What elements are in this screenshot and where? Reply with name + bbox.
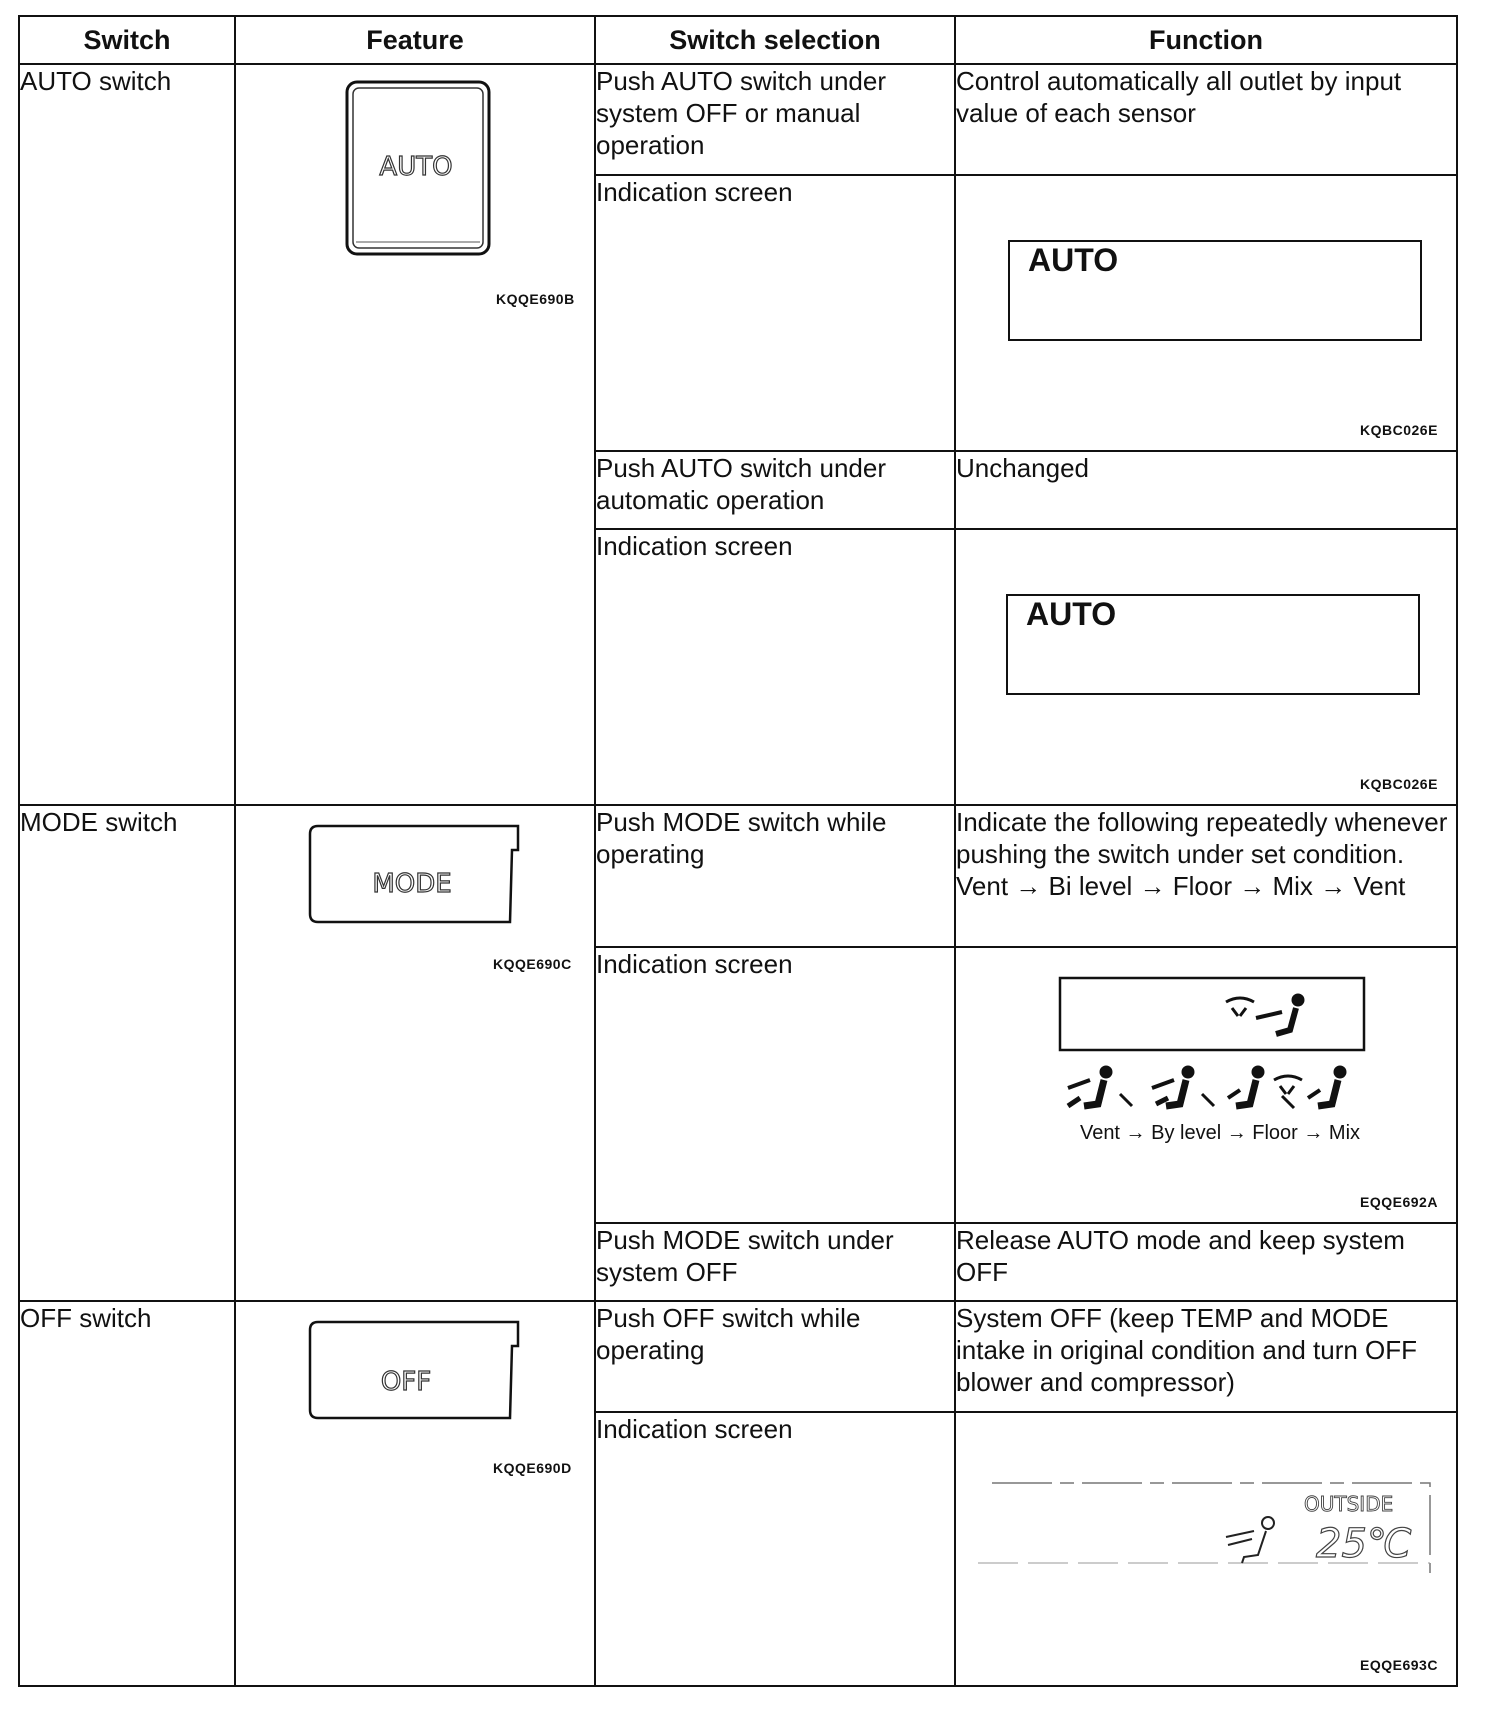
auto-row1-selection: Push AUTO switch under system OFF or manual operation — [595, 64, 955, 175]
off-figure-code: KQQE690D — [493, 1460, 572, 1476]
outside-label: OUTSIDE — [1304, 1492, 1394, 1516]
mix-mode-icon — [1308, 1066, 1346, 1106]
mode-row3-function: Release AUTO mode and keep system OFF — [955, 1223, 1457, 1301]
off-display-digits: 25℃ — [1316, 1521, 1412, 1567]
off-button-label: OFF — [380, 1367, 432, 1397]
table-row — [19, 64, 1457, 175]
arrow-icon — [1282, 1096, 1294, 1108]
table-row — [19, 805, 1457, 947]
header-switch: Switch — [19, 16, 235, 64]
auto-row1-function: Control automatically all outlet by input value of each sensor — [955, 64, 1457, 175]
switch-function-table — [18, 15, 1458, 1687]
auto-row4-selection: Indication screen — [595, 529, 955, 805]
bilevel-mode-icon — [1152, 1066, 1194, 1106]
defrost-icon — [1274, 1076, 1302, 1094]
auto-switch-name: AUTO switch — [19, 64, 235, 805]
mode-feature-cell — [235, 805, 595, 1301]
off-row1-selection: Push OFF switch while operating — [595, 1301, 955, 1412]
off-row1-function: System OFF (keep TEMP and MODE intake in original condition and turn OFF blower and compressor) — [955, 1301, 1457, 1412]
mode-indication-screen — [955, 947, 1457, 1223]
auto-display-text: AUTO — [1026, 596, 1117, 632]
auto-figure-code: KQQE690B — [496, 291, 575, 307]
auto-indication-screen-1 — [955, 175, 1457, 451]
mode-sequence-caption: Vent → By level → Floor → Mix — [1079, 1122, 1361, 1144]
header-selection: Switch selection — [595, 16, 955, 64]
mode-screen-code: EQQE692A — [1360, 1194, 1438, 1210]
mode-row1-selection: Push MODE switch while operating — [595, 805, 955, 947]
auto-button-label: AUTO — [379, 152, 453, 182]
auto-indication-screen-2 — [955, 529, 1457, 805]
table-row — [19, 1301, 1457, 1412]
auto-display — [1006, 594, 1420, 695]
vent-mode-icon — [1068, 1066, 1112, 1106]
auto-row3-function: Unchanged — [955, 451, 1457, 529]
header-function: Function — [955, 16, 1457, 64]
off-indication-screen — [955, 1412, 1457, 1686]
off-button-figure — [306, 1318, 526, 1422]
mode-figure-code: KQQE690C — [493, 956, 572, 972]
auto-row2-selection: Indication screen — [595, 175, 955, 451]
auto-row3-selection: Push AUTO switch under automatic operation — [595, 451, 955, 529]
floor-mode-icon — [1228, 1066, 1264, 1106]
mode-switch-name: MODE switch — [19, 805, 235, 1301]
header-row — [19, 16, 1457, 64]
off-feature-cell — [235, 1301, 595, 1686]
mode-sequence-figure — [956, 948, 1456, 1222]
off-row2-selection: Indication screen — [595, 1412, 955, 1686]
mode-display-box — [1060, 978, 1364, 1050]
auto-feature-cell — [235, 64, 595, 805]
off-display-figure — [956, 1413, 1456, 1685]
off-screen-code: EQQE693C — [1360, 1657, 1438, 1673]
auto-button-figure — [344, 79, 494, 259]
mode-button-label: MODE — [372, 869, 452, 899]
mode-row3-selection: Push MODE switch under system OFF — [595, 1223, 955, 1301]
mode-button-figure — [306, 822, 526, 926]
mode-row1-function: Indicate the following repeatedly whenever pushing the switch under set condition. Vent → Bi level → Floor → Mix → Vent — [955, 805, 1457, 947]
header-feature: Feature — [235, 16, 595, 64]
auto-display-text: AUTO — [1028, 242, 1119, 278]
arrow-icon — [1120, 1094, 1132, 1106]
seated-person-icon — [1226, 1517, 1274, 1563]
off-switch-name: OFF switch — [19, 1301, 235, 1686]
auto-screen-code: KQBC026E — [1360, 776, 1438, 792]
mode-row2-selection: Indication screen — [595, 947, 955, 1223]
auto-screen-code: KQBC026E — [1360, 422, 1438, 438]
arrow-icon — [1202, 1094, 1214, 1106]
auto-display — [1008, 240, 1422, 341]
